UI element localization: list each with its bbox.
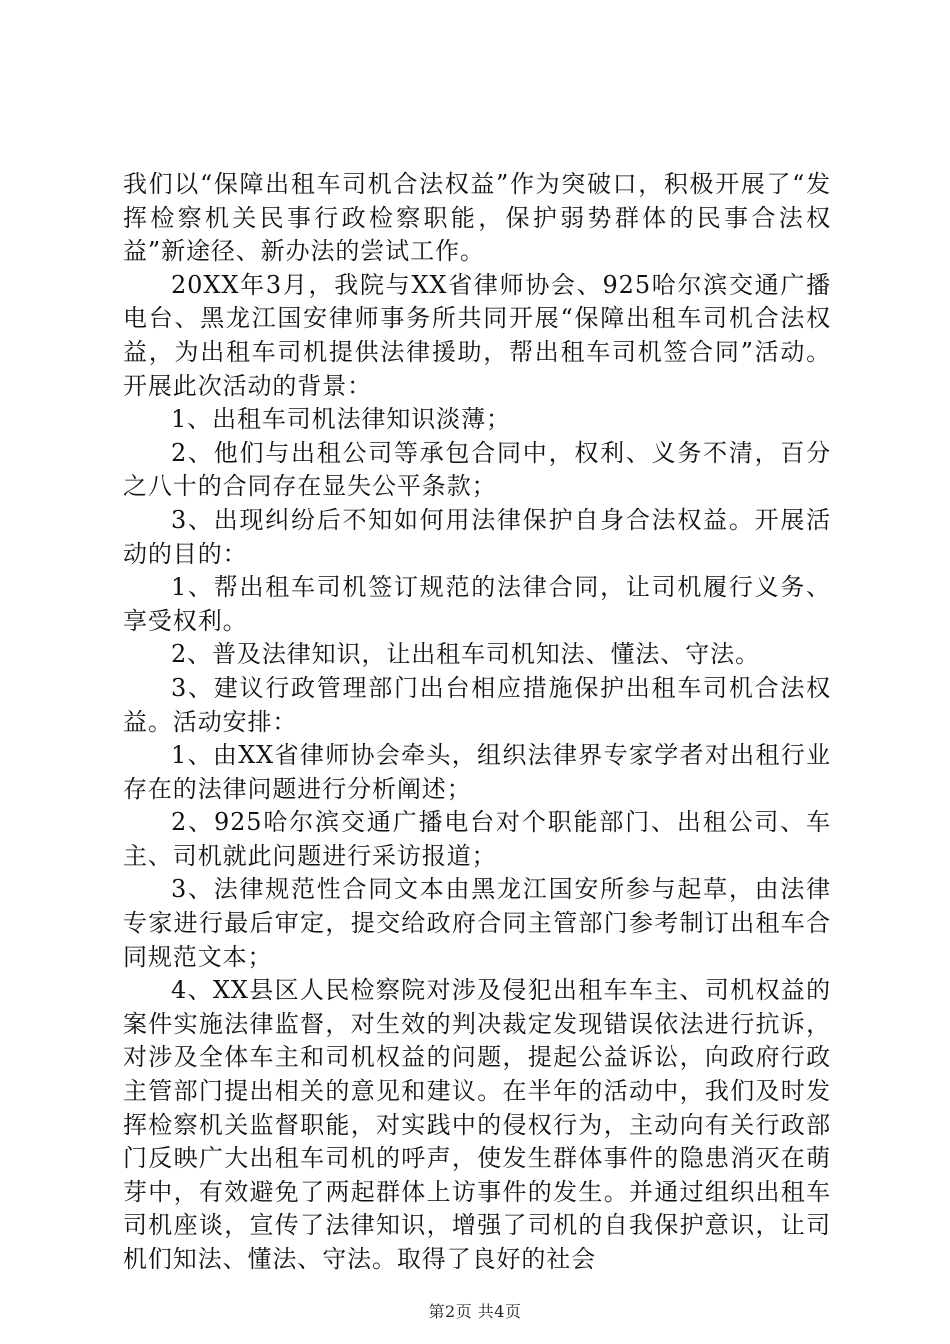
paragraph-purpose-3: 3、建议行政管理部门出台相应措施保护出租车司机合法权益。活动安排：	[123, 673, 831, 736]
paragraph-arrangement-2: 2、925哈尔滨交通广播电台对个职能部门、出租公司、车主、司机就此问题进行采访报道；	[123, 808, 831, 870]
paragraph-background-3: 3、出现纠纷后不知如何用法律保护自身合法权益。开展活动的目的：	[123, 505, 831, 568]
paragraph-arrangement-3: 3、法律规范性合同文本由黑龙江国安所参与起草，由法律专家进行最后审定，提交给政府合同主管部门参考制订出租车合同规范文本；	[123, 875, 831, 971]
page-footer	[0, 1302, 950, 1322]
document-body	[123, 168, 831, 1277]
paragraph-background-1: 1、出租车司机法律知识淡薄；	[171, 405, 511, 434]
paragraph-purpose-1: 1、帮出租车司机签订规范的法律合同，让司机履行义务、享受权利。	[123, 573, 831, 635]
paragraph-arrangement-1: 1、由XX省律师协会牵头，组织法律界专家学者对出租行业存在的法律问题进行分析阐述；	[123, 741, 831, 803]
paragraph-activity: 20XX年3月，我院与XX省律师协会、925哈尔滨交通广播电台、黑龙江国安律师事务所共同开展“保障出租车司机合法权益，为出租车司机提供法律援助，帮出租车司机签合同”活动。开展此次活动的背景：	[123, 270, 831, 400]
paragraph-arrangement-4: 4、XX县区人民检察院对涉及侵犯出租车车主、司机权益的案件实施法律监督，对生效的判决裁定发现错误依法进行抗诉，对涉及全体车主和司机权益的问题，提起公益诉讼，向政府行政主管部门提出相关的意见和建议。在半年的活动中，我们及时发挥检察机关监督职能，对实践中的侵权行为，主动向有关行政部门反映广大出租车司机的呼声，使发生群体事件的隐患消灭在萌芽中，有效避免了两起群体上访事件的发生。并通过组织出租车司机座谈，宣传了法律知识，增强了司机的自我保护意识，让司机们知法、懂法、守法。取得了良好的社会	[123, 976, 831, 1273]
paragraph-intro: 我们以“保障出租车司机合法权益”作为突破口，积极开展了“发挥检察机关民事行政检察职能，保护弱势群体的民事合法权益”新途径、新办法的尝试工作。	[123, 170, 831, 266]
paragraph-background-2: 2、他们与出租公司等承包合同中，权利、义务不清，百分之八十的合同存在显失公平条款；	[123, 438, 831, 501]
paragraph-purpose-2: 2、普及法律知识，让出租车司机知法、懂法、守法。	[171, 640, 760, 669]
page-number-label: 第2页 共4页	[428, 1302, 522, 1321]
